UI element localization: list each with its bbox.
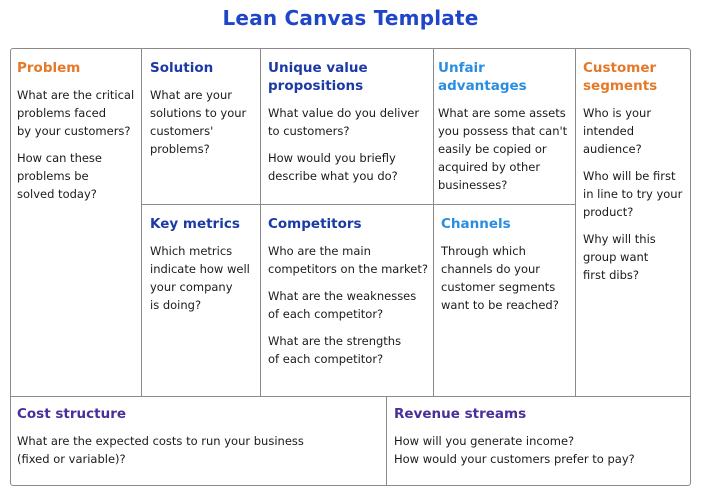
solution-block: [150, 59, 260, 167]
divider: [260, 49, 261, 396]
unfair-advantages-heading: Unfair advantages: [438, 60, 527, 94]
unfair-advantages-block: [438, 59, 575, 203]
competitors-question: What are the weaknesses of each competitor?: [268, 289, 417, 321]
revenue-streams-question: How will you generate income? How would your customers prefer to pay?: [394, 434, 635, 466]
channels-question: Through which channels do your customer segments want to be reached?: [441, 244, 559, 312]
divider: [141, 49, 142, 396]
revenue-streams-heading: Revenue streams: [394, 406, 527, 422]
problem-block: [17, 59, 141, 212]
uvp-question: How would you briefly describe what you do?: [268, 151, 398, 183]
key-metrics-block: [150, 215, 260, 323]
revenue-streams-block: [394, 405, 690, 477]
cost-structure-heading: Cost structure: [17, 406, 127, 422]
customer-segments-block: [583, 59, 688, 293]
competitors-question: What are the strengths of each competitor?: [268, 334, 402, 366]
key-metrics-heading: Key metrics: [150, 216, 240, 232]
customer-segments-question: Who is your intended audience?: [583, 106, 652, 156]
divider: [433, 49, 434, 396]
solution-heading: Solution: [150, 60, 214, 76]
problem-heading: Problem: [17, 60, 81, 76]
cost-structure-question: What are the expected costs to run your business (fixed or variable)?: [17, 434, 304, 466]
cost-structure-block: [17, 405, 386, 477]
uvp-heading: Unique value propositions: [268, 60, 368, 94]
divider: [575, 49, 576, 396]
channels-heading: Channels: [441, 216, 511, 232]
lean-canvas-grid: [10, 48, 691, 486]
problem-question: How can these problems be solved today?: [17, 151, 102, 201]
competitors-question: Who are the main competitors on the market?: [268, 244, 428, 276]
customer-segments-question: Why will this group want first dibs?: [583, 232, 656, 282]
divider: [386, 396, 387, 485]
solution-question: What are your solutions to your customers' problems?: [150, 88, 247, 156]
problem-question: What are the critical problems faced by your customers?: [17, 88, 135, 138]
uvp-block: [268, 59, 433, 194]
competitors-block: [268, 215, 433, 377]
customer-segments-heading: Customer segments: [583, 60, 658, 94]
uvp-question: What value do you deliver to customers?: [268, 106, 420, 138]
competitors-heading: Competitors: [268, 216, 362, 232]
divider: [11, 396, 690, 397]
page-title: Lean Canvas Template: [222, 6, 479, 30]
unfair-advantages-question: What are some assets you possess that can't easily be copied or acquired by other businesses?: [438, 106, 568, 192]
divider: [141, 204, 575, 205]
channels-block: [441, 215, 575, 323]
customer-segments-question: Who will be first in line to try your product?: [583, 169, 683, 219]
key-metrics-question: Which metrics indicate how well your company is doing?: [150, 244, 250, 312]
